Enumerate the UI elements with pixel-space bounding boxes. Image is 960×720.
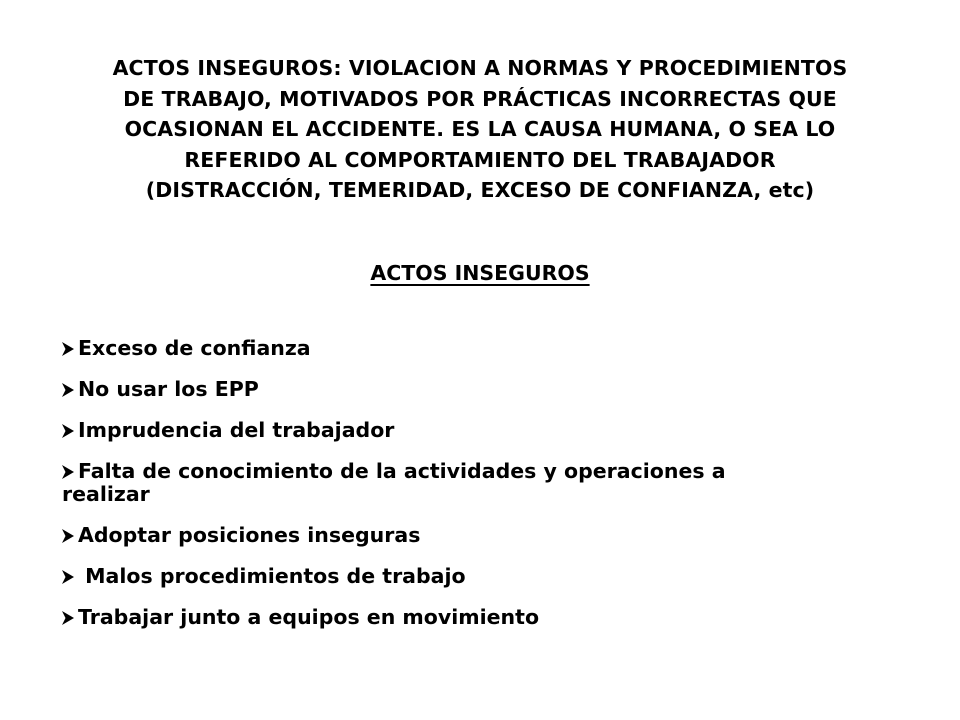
arrowhead-bullet-icon — [62, 570, 74, 584]
list-item — [62, 460, 882, 506]
intro-line: DE TRABAJO, MOTIVADOS POR PRÁCTICAS INCORRECTAS QUE — [123, 86, 837, 111]
list-item — [62, 337, 882, 360]
list-item — [62, 524, 882, 547]
intro-line: (DISTRACCIÓN, TEMERIDAD, EXCESO DE CONFIANZA, etc) — [145, 178, 815, 202]
list-item — [62, 606, 882, 629]
list-item-text: No usar los EPP — [78, 377, 259, 401]
list-item — [62, 565, 882, 588]
intro-definition — [60, 53, 900, 206]
section-heading: ACTOS INSEGUROS — [370, 261, 590, 285]
list-item-text: Trabajar junto a equipos en movimiento — [78, 605, 540, 629]
arrowhead-bullet-icon — [62, 611, 74, 625]
list-item-text: Exceso de confianza — [78, 336, 311, 360]
intro-line: ACTOS INSEGUROS: VIOLACION A NORMAS Y PROCEDIMIENTOS — [112, 56, 848, 80]
list-item-text: Falta de conocimiento de la actividades y operaciones a — [78, 459, 726, 483]
arrowhead-bullet-icon — [62, 342, 74, 356]
intro-line: OCASIONAN EL ACCIDENTE. ES LA CAUSA HUMANA, O SEA LO — [124, 117, 836, 141]
list-item-continuation: realizar — [62, 482, 150, 506]
arrowhead-bullet-icon — [62, 465, 74, 479]
list-item-text: Imprudencia del trabajador — [78, 418, 395, 442]
arrowhead-bullet-icon — [62, 383, 74, 397]
intro-line: REFERIDO AL COMPORTAMIENTO DEL TRABAJADOR — [184, 147, 776, 172]
list-item-text: Adoptar posiciones inseguras — [78, 523, 421, 547]
arrowhead-bullet-icon — [62, 424, 74, 438]
list-item — [62, 378, 882, 401]
unsafe-acts-list — [62, 337, 882, 647]
list-item — [62, 419, 882, 442]
list-item-text: Malos procedimientos de trabajo — [78, 564, 466, 588]
arrowhead-bullet-icon — [62, 529, 74, 543]
